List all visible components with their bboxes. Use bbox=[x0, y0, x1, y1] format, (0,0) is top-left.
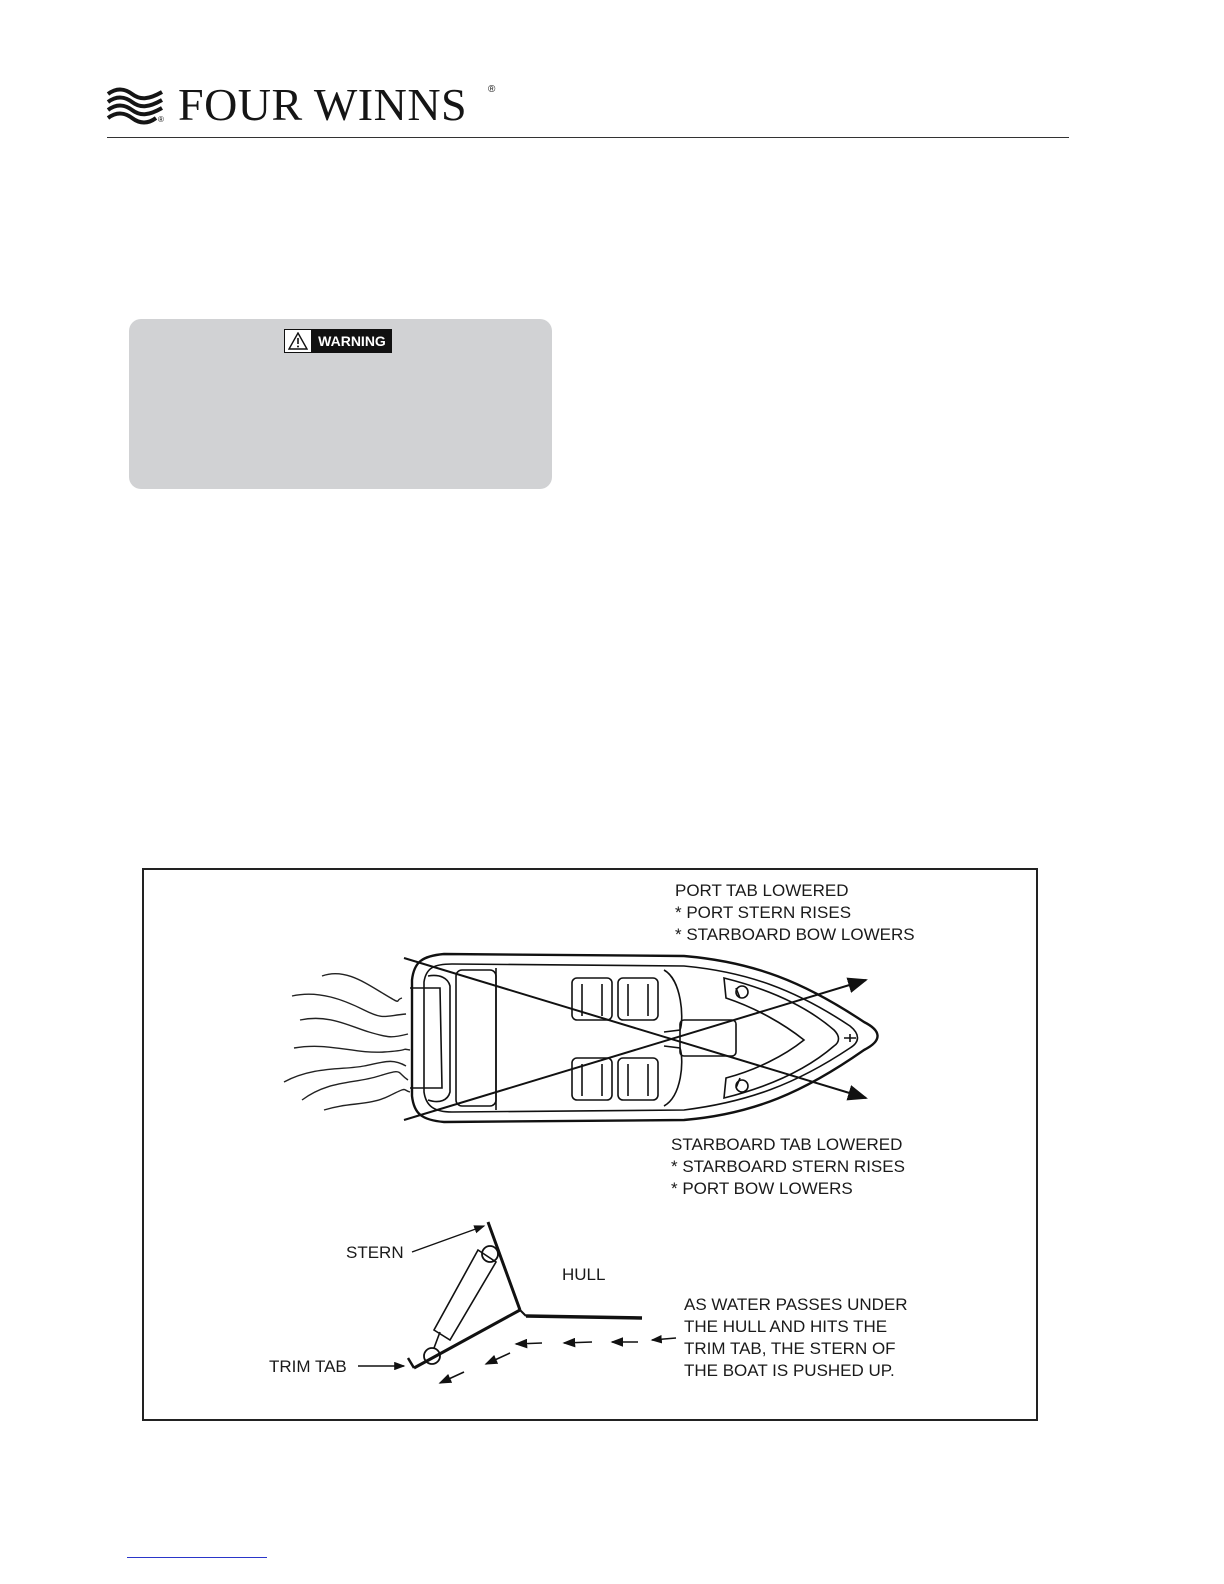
warning-badge bbox=[284, 329, 392, 353]
note-leader bbox=[652, 1338, 676, 1340]
stern-leader bbox=[412, 1226, 484, 1252]
brand-name: FOUR WINNS bbox=[178, 79, 468, 130]
starboard-stern-arrow bbox=[404, 980, 866, 1120]
flow-note-line-4: THE BOAT IS PUSHED UP. bbox=[684, 1361, 895, 1380]
header-divider bbox=[107, 137, 1069, 138]
warning-triangle-icon bbox=[284, 329, 312, 353]
starboard-effect-1: * STARBOARD STERN RISES bbox=[671, 1157, 905, 1176]
port-tab-title: PORT TAB LOWERED bbox=[675, 881, 849, 900]
port-effect-1: * PORT STERN RISES bbox=[675, 903, 852, 922]
waves-logo-icon bbox=[106, 86, 164, 126]
starboard-tab-title: STARBOARD TAB LOWERED bbox=[671, 1135, 903, 1154]
registered-mark: ® bbox=[488, 84, 496, 95]
footer-link-underline[interactable] bbox=[127, 1557, 267, 1558]
registered-mark-small: ® bbox=[158, 115, 164, 124]
brand-logo bbox=[106, 80, 506, 130]
warning-box bbox=[129, 319, 552, 489]
water-flow-arrows bbox=[440, 1342, 638, 1383]
stern-label: STERN bbox=[346, 1243, 404, 1262]
hull-label: HULL bbox=[562, 1265, 606, 1284]
flow-note-line-1: AS WATER PASSES UNDER bbox=[684, 1295, 908, 1314]
port-stern-arrow bbox=[404, 958, 866, 1098]
trim-tab-label: TRIM TAB bbox=[269, 1357, 347, 1376]
warning-label: WARNING bbox=[312, 329, 392, 353]
trim-tab-diagram-drawing bbox=[144, 870, 1040, 1423]
water-wake bbox=[284, 974, 410, 1110]
flow-note-line-2: THE HULL AND HITS THE bbox=[684, 1317, 888, 1336]
hull-side-view bbox=[408, 1222, 642, 1368]
trim-tab-diagram bbox=[142, 868, 1038, 1421]
starboard-effect-2: * PORT BOW LOWERS bbox=[671, 1179, 853, 1198]
flow-note-line-3: TRIM TAB, THE STERN OF bbox=[684, 1339, 896, 1358]
port-effect-2: * STARBOARD BOW LOWERS bbox=[675, 925, 915, 944]
